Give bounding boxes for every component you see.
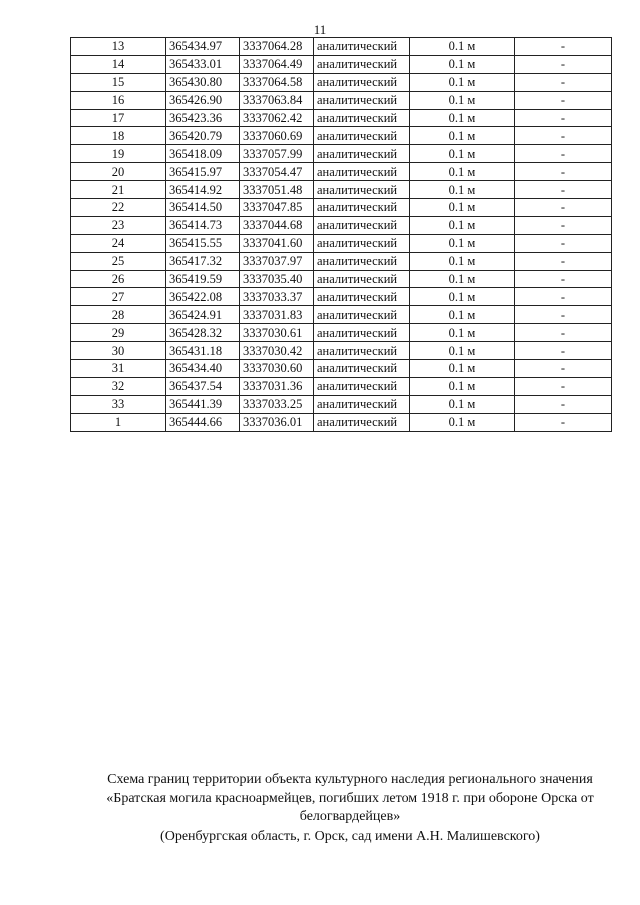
table-row [71,109,612,127]
note-cell: - [515,145,612,163]
page-number: 11 [313,22,327,37]
point-number-cell: 23 [71,216,166,234]
table-row [71,288,612,306]
method-cell: аналитический [314,199,410,217]
method-cell: аналитический [314,91,410,109]
note-cell: - [515,216,612,234]
point-number-cell: 15 [71,73,166,91]
method-cell: аналитический [314,55,410,73]
y-coordinate-cell: 3337064.58 [240,73,314,91]
accuracy-cell: 0.1 м [410,109,515,127]
note-cell: - [515,199,612,217]
accuracy-cell: 0.1 м [410,252,515,270]
table-row [71,234,612,252]
accuracy-cell: 0.1 м [410,324,515,342]
x-coordinate-cell: 365419.59 [166,270,240,288]
x-coordinate-cell: 365414.73 [166,216,240,234]
y-coordinate-cell: 3337031.83 [240,306,314,324]
x-coordinate-cell: 365415.55 [166,234,240,252]
point-number-cell: 20 [71,163,166,181]
note-cell: - [515,109,612,127]
x-coordinate-cell: 365434.97 [166,38,240,56]
table-row [71,342,612,360]
note-cell: - [515,413,612,431]
x-coordinate-cell: 365424.91 [166,306,240,324]
table-row [71,413,612,431]
method-cell: аналитический [314,181,410,199]
table-row [71,252,612,270]
method-cell: аналитический [314,306,410,324]
table-row [71,91,612,109]
x-coordinate-cell: 365418.09 [166,145,240,163]
caption-line-3: белогвардейцев» [299,809,401,824]
note-cell: - [515,38,612,56]
y-coordinate-cell: 3337047.85 [240,199,314,217]
table-row [71,306,612,324]
y-coordinate-cell: 3337064.28 [240,38,314,56]
y-coordinate-cell: 3337064.49 [240,55,314,73]
x-coordinate-cell: 365426.90 [166,91,240,109]
point-number-cell: 18 [71,127,166,145]
point-number-cell: 29 [71,324,166,342]
method-cell: аналитический [314,38,410,56]
accuracy-cell: 0.1 м [410,413,515,431]
method-cell: аналитический [314,234,410,252]
x-coordinate-cell: 365415.97 [166,163,240,181]
y-coordinate-cell: 3337037.97 [240,252,314,270]
note-cell: - [515,91,612,109]
table-row [71,55,612,73]
point-number-cell: 28 [71,306,166,324]
method-cell: аналитический [314,342,410,360]
accuracy-cell: 0.1 м [410,181,515,199]
x-coordinate-cell: 365441.39 [166,395,240,413]
point-number-cell: 1 [71,413,166,431]
note-cell: - [515,73,612,91]
y-coordinate-cell: 3337063.84 [240,91,314,109]
note-cell: - [515,306,612,324]
y-coordinate-cell: 3337035.40 [240,270,314,288]
method-cell: аналитический [314,145,410,163]
method-cell: аналитический [314,109,410,127]
y-coordinate-cell: 3337036.01 [240,413,314,431]
accuracy-cell: 0.1 м [410,216,515,234]
y-coordinate-cell: 3337051.48 [240,181,314,199]
note-cell: - [515,377,612,395]
y-coordinate-cell: 3337031.36 [240,377,314,395]
caption-line-2: «Братская могила красноармейцев, погибших летом 1918 г. при обороне Орска от [106,790,594,806]
accuracy-cell: 0.1 м [410,377,515,395]
x-coordinate-cell: 365444.66 [166,413,240,431]
y-coordinate-cell: 3337057.99 [240,145,314,163]
table-row [71,127,612,145]
point-number-cell: 17 [71,109,166,127]
x-coordinate-cell: 365430.80 [166,73,240,91]
x-coordinate-cell: 365422.08 [166,288,240,306]
y-coordinate-cell: 3337060.69 [240,127,314,145]
method-cell: аналитический [314,270,410,288]
note-cell: - [515,324,612,342]
accuracy-cell: 0.1 м [410,288,515,306]
accuracy-cell: 0.1 м [410,163,515,181]
y-coordinate-cell: 3337030.42 [240,342,314,360]
y-coordinate-cell: 3337062.42 [240,109,314,127]
point-number-cell: 22 [71,199,166,217]
x-coordinate-cell: 365423.36 [166,109,240,127]
accuracy-cell: 0.1 м [410,73,515,91]
method-cell: аналитический [314,252,410,270]
note-cell: - [515,395,612,413]
method-cell: аналитический [314,73,410,91]
accuracy-cell: 0.1 м [410,395,515,413]
method-cell: аналитический [314,127,410,145]
x-coordinate-cell: 365434.40 [166,360,240,378]
note-cell: - [515,55,612,73]
coordinates-table [70,37,612,432]
point-number-cell: 32 [71,377,166,395]
x-coordinate-cell: 365437.54 [166,377,240,395]
y-coordinate-cell: 3337033.25 [240,395,314,413]
accuracy-cell: 0.1 м [410,270,515,288]
point-number-cell: 24 [71,234,166,252]
y-coordinate-cell: 3337041.60 [240,234,314,252]
table-row [71,377,612,395]
accuracy-cell: 0.1 м [410,199,515,217]
accuracy-cell: 0.1 м [410,91,515,109]
accuracy-cell: 0.1 м [410,234,515,252]
table-row [71,270,612,288]
accuracy-cell: 0.1 м [410,360,515,378]
note-cell: - [515,163,612,181]
table-row [71,163,612,181]
x-coordinate-cell: 365433.01 [166,55,240,73]
method-cell: аналитический [314,324,410,342]
x-coordinate-cell: 365414.50 [166,199,240,217]
point-number-cell: 14 [71,55,166,73]
table-row [71,38,612,56]
scheme-caption [60,771,640,846]
point-number-cell: 13 [71,38,166,56]
table-row [71,395,612,413]
y-coordinate-cell: 3337030.61 [240,324,314,342]
y-coordinate-cell: 3337033.37 [240,288,314,306]
table-row [71,360,612,378]
table-row [71,145,612,163]
note-cell: - [515,360,612,378]
y-coordinate-cell: 3337044.68 [240,216,314,234]
caption-line-1: Схема границ территории объекта культурного наследия регионального значения [107,772,593,787]
accuracy-cell: 0.1 м [410,306,515,324]
x-coordinate-cell: 365417.32 [166,252,240,270]
point-number-cell: 27 [71,288,166,306]
note-cell: - [515,252,612,270]
note-cell: - [515,342,612,360]
table-row [71,199,612,217]
point-number-cell: 30 [71,342,166,360]
x-coordinate-cell: 365414.92 [166,181,240,199]
method-cell: аналитический [314,360,410,378]
x-coordinate-cell: 365431.18 [166,342,240,360]
note-cell: - [515,181,612,199]
method-cell: аналитический [314,216,410,234]
x-coordinate-cell: 365428.32 [166,324,240,342]
note-cell: - [515,270,612,288]
accuracy-cell: 0.1 м [410,55,515,73]
method-cell: аналитический [314,377,410,395]
x-coordinate-cell: 365420.79 [166,127,240,145]
method-cell: аналитический [314,288,410,306]
note-cell: - [515,288,612,306]
method-cell: аналитический [314,395,410,413]
point-number-cell: 31 [71,360,166,378]
accuracy-cell: 0.1 м [410,38,515,56]
y-coordinate-cell: 3337054.47 [240,163,314,181]
accuracy-cell: 0.1 м [410,145,515,163]
note-cell: - [515,234,612,252]
table-row [71,216,612,234]
note-cell: - [515,127,612,145]
caption-location: (Оренбургская область, г. Орск, сад имени А.Н. Малишевского) [160,828,540,844]
table-row [71,324,612,342]
point-number-cell: 16 [71,91,166,109]
coordinates-table-body [71,38,612,432]
method-cell: аналитический [314,163,410,181]
y-coordinate-cell: 3337030.60 [240,360,314,378]
point-number-cell: 19 [71,145,166,163]
table-row [71,181,612,199]
accuracy-cell: 0.1 м [410,342,515,360]
method-cell: аналитический [314,413,410,431]
point-number-cell: 33 [71,395,166,413]
point-number-cell: 25 [71,252,166,270]
point-number-cell: 21 [71,181,166,199]
accuracy-cell: 0.1 м [410,127,515,145]
table-row [71,73,612,91]
point-number-cell: 26 [71,270,166,288]
